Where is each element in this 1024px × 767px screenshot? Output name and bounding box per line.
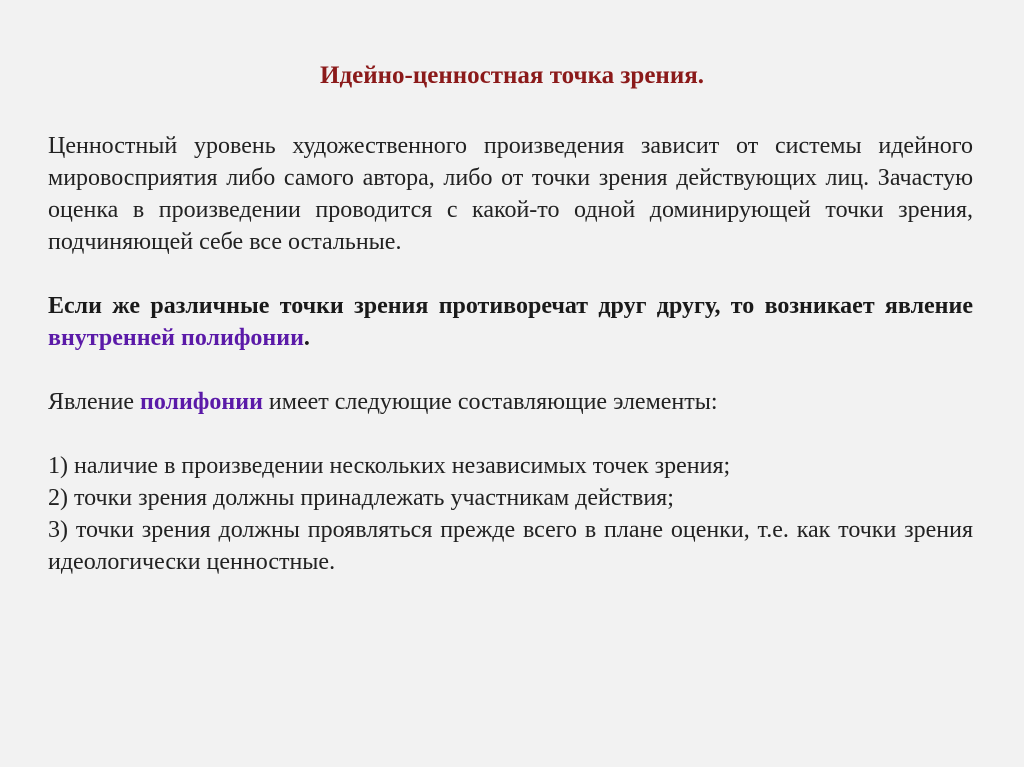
paragraph-value-level: Ценностный уровень художественного произведения зависит от системы идейного мировосприятия либо самого автора, либо от точки зрения действующих лиц. Зачастую оценка в произведении проводится с какой-то одной доминирующей точки зрения, подчиняющей себе все остальные. [48, 133, 973, 255]
list-item: 1) наличие в произведении нескольких независимых точек зрения; [48, 453, 731, 479]
paragraph-polyphony-elements [48, 386, 973, 418]
list-item: 3) точки зрения должны проявляться прежде всего в плане оценки, т.е. как точки зрения идеологически ценностные. [48, 517, 973, 575]
paragraph-polyphony-text: Если же различные точки зрения противоречат друг другу, то возникает явление [48, 293, 973, 319]
highlight-polyphony: полифонии [140, 389, 263, 415]
paragraph-elements-end: имеет следующие составляющие элементы: [262, 389, 718, 415]
paragraph-elements-start: Явление [48, 389, 140, 415]
elements-list [48, 450, 973, 578]
list-item: 2) точки зрения должны принадлежать участникам действия; [48, 485, 674, 511]
highlight-internal-polyphony: внутренней полифонии [48, 325, 304, 351]
paragraph-polyphony-definition [48, 290, 973, 354]
slide-content [48, 130, 973, 578]
slide-title: Идейно-ценностная точка зрения. [320, 62, 704, 89]
paragraph-polyphony-end: . [303, 325, 310, 351]
